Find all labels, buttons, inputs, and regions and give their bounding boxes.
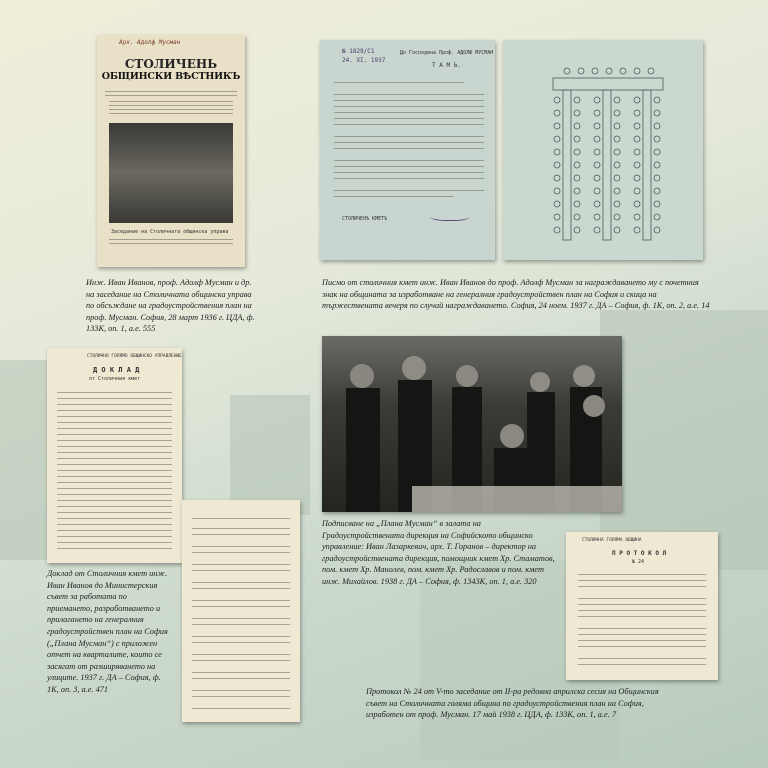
caption-report: Доклад от Столичния кмет инж. Иван Иванов до Министерския съвет за работата по приемането, разработването и прилагането на генералния градоустройствен план на София („Плана Мусман“) с приложен отчет на кварталите, които се засягат от разширяването на улиците. 1937 г. ДА – София, ф. 1К, оп. 3, а.е. 471 (47, 569, 168, 694)
seat-mark (614, 123, 620, 129)
seat-mark (594, 214, 600, 220)
seating-sketch-document (503, 40, 703, 260)
report-document (47, 348, 182, 563)
seat-mark (614, 136, 620, 142)
seat-mark (554, 149, 560, 155)
seat-mark (574, 188, 580, 194)
letter-number: № 1829/С1 (342, 48, 375, 55)
seat-mark (614, 110, 620, 116)
seat-mark (614, 97, 620, 103)
seat-mark (614, 227, 620, 233)
seat-mark (594, 123, 600, 129)
seat-mark (634, 162, 640, 168)
seat-mark (594, 97, 600, 103)
seat-mark (654, 136, 660, 142)
seat-mark (594, 162, 600, 168)
seat-mark (578, 68, 584, 74)
seat-mark (554, 188, 560, 194)
caption-signing-photo: Подписване на „Плана Мусман“ в залата на Градоустройствената дирекция на Софийското общинско управление: Иван Лазаркевич, арх. Т. Горанов – директор на градоустройствената дирекция, помощник кмет Хр. Стаматов, пом. кмет Хр. Манолев, пом. кмет Хр. Радославов и пом. кмет инж. Михайлов. 1938 г. ДА – София, ф. 1343К, оп. 1, а.е. 320 (322, 519, 555, 586)
seat-mark (574, 214, 580, 220)
seat-mark (574, 149, 580, 155)
protocol-title: П Р О Т О К О Л (612, 550, 667, 557)
seat-mark (634, 227, 640, 233)
seat-mark (634, 214, 640, 220)
signing-photo-figures (322, 336, 622, 512)
seat-mark (594, 110, 600, 116)
seat-mark (554, 175, 560, 181)
newspaper-photo-caption: Заседание на Столичната общинска управа (111, 229, 229, 235)
city-backdrop-building-mid (230, 395, 310, 515)
letter-addressee: До Господина Проф. АДОЛФ МУСМАН (400, 50, 494, 56)
newspaper-title-top: СТОЛИЧЕНЬ (124, 57, 218, 71)
protocol-document (566, 532, 718, 680)
report-subtitle: от Столичния кмет (89, 376, 141, 382)
newspaper-handwritten-note: Арх. Адолф Мусман (119, 39, 181, 46)
seat-mark (654, 123, 660, 129)
seat-mark (614, 149, 620, 155)
seat-mark (554, 136, 560, 142)
seat-mark (554, 97, 560, 103)
seat-mark (592, 68, 598, 74)
seat-mark (634, 149, 640, 155)
seat-mark (574, 123, 580, 129)
seat-mark (574, 201, 580, 207)
seat-mark (654, 227, 660, 233)
seat-mark (654, 175, 660, 181)
caption-protocol: Протокол № 24 от V-то заседание от II-ра редовна априлска сесия на Общинския съвет на Столичната голяма община по градоустройствения план на София, изработен от проф. Мусман. 17 май 1938 г. ЦДА, ф. 133К, оп. 1, а.е. 7 (366, 687, 659, 720)
seat-mark (634, 123, 640, 129)
caption-newspaper: Инж. Иван Иванов, проф. Адолф Мусман и др. на заседание на Столичната общинска управа по обсъждане на градоустройствения план на проф. Мусман. София, 28 март 1936 г. ЦДА, ф. 133К, оп. 1, а.е. 555 (86, 278, 255, 334)
seat-mark (634, 110, 640, 116)
seat-mark (594, 201, 600, 207)
report-header: СТОЛИЧНО ГОЛЯМО ОБЩИНСКО УПРАВЛЕНИЕ (87, 354, 182, 359)
protocol-header: СТОЛИЧНА ГОЛЯМА ОБЩИНА (582, 538, 642, 543)
report-title: Д О К Л А Д (93, 366, 140, 374)
seat-mark (614, 162, 620, 168)
seat-mark (654, 97, 660, 103)
seat-mark (594, 149, 600, 155)
seat-mark (594, 227, 600, 233)
letter-signature-block: СТОЛИЧЕНЪ КМЕТЪ (342, 216, 388, 222)
seat-mark (594, 175, 600, 181)
seat-mark (554, 227, 560, 233)
seat-mark (574, 175, 580, 181)
seat-mark (554, 110, 560, 116)
seat-mark (634, 188, 640, 194)
seat-mark (614, 188, 620, 194)
seat-mark (634, 136, 640, 142)
seat-mark (654, 214, 660, 220)
seat-mark (554, 123, 560, 129)
seat-mark (614, 175, 620, 181)
letter-document (320, 40, 495, 260)
seat-mark (574, 97, 580, 103)
report-appendix-document (182, 500, 300, 722)
seat-mark (634, 97, 640, 103)
signing-photo (322, 336, 622, 512)
seat-mark (654, 149, 660, 155)
seat-mark (606, 68, 612, 74)
seat-mark (594, 188, 600, 194)
letter-signature (430, 210, 470, 221)
seat-mark (554, 201, 560, 207)
seat-mark (574, 227, 580, 233)
seat-mark (614, 214, 620, 220)
seat-mark (654, 201, 660, 207)
seat-mark (554, 214, 560, 220)
caption-letter-and-sketch: Писмо от столичния кмет инж. Иван Иванов до проф. Адолф Мусман за награждаването му с почетния знак на общината за изработване на генералния градоустройствен план на София и скица на тържествената вечеря по случай награждаването. София, 24 ноем. 1937 г. ДА – София, ф. 1К, оп. 2, а.е. 14 (322, 278, 710, 311)
newspaper-photo (109, 123, 233, 223)
seat-mark (594, 136, 600, 142)
seat-mark (634, 201, 640, 207)
seat-mark (574, 110, 580, 116)
city-backdrop-building-right (600, 310, 768, 570)
seat-mark (620, 68, 626, 74)
newspaper-title-main: ОБЩИНСКИ ВѢСТНИКЪ (101, 71, 241, 82)
seat-mark (614, 201, 620, 207)
seat-mark (574, 136, 580, 142)
seat-mark (654, 162, 660, 168)
seat-mark (654, 188, 660, 194)
seat-mark (654, 110, 660, 116)
letter-city: Т А М Ъ. (432, 62, 461, 69)
newspaper-document (97, 35, 245, 267)
seat-mark (648, 68, 654, 74)
seating-plan-drawing (503, 40, 703, 260)
seat-mark (634, 175, 640, 181)
letter-date: 24. XI. 1937 (342, 57, 386, 64)
protocol-number: № 24 (632, 559, 645, 565)
seat-mark (554, 162, 560, 168)
seat-mark (564, 68, 570, 74)
seat-mark (634, 68, 640, 74)
seat-mark (574, 162, 580, 168)
